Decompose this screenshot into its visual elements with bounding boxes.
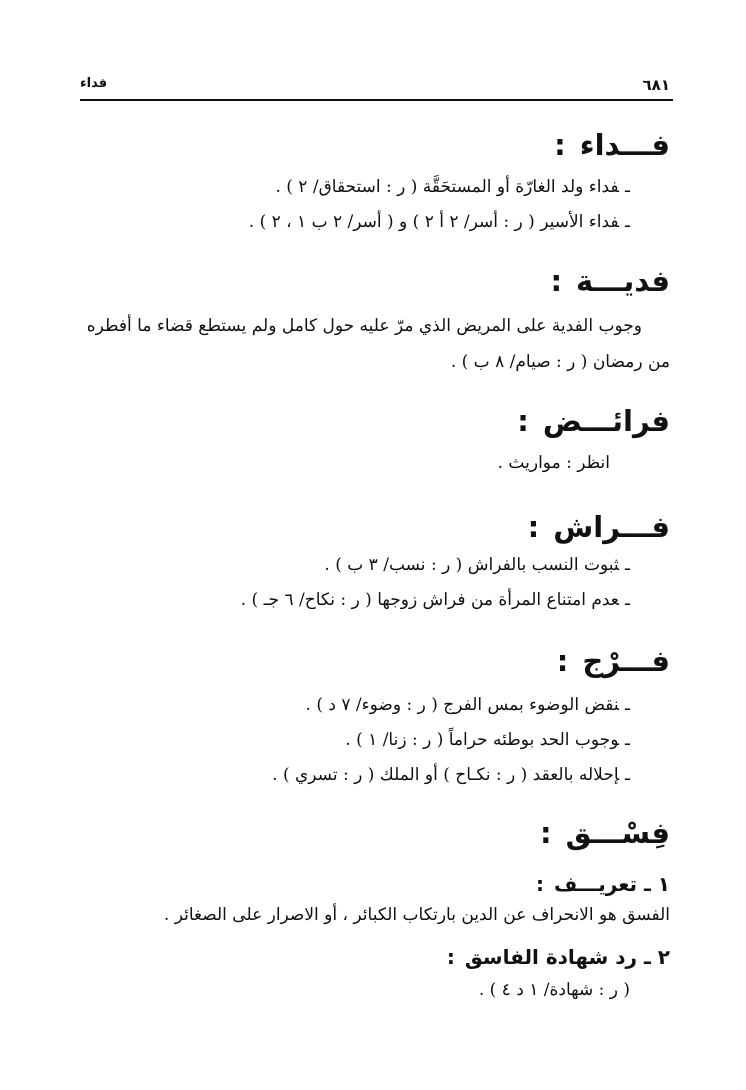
subsection-title: ١ ـ تعريـــف [553,872,670,896]
see-also: انظر : مواريث . [497,453,610,473]
entry-firash [62,508,670,618]
entry-heading [62,126,670,164]
bullet-text: وجوب الحد بوطئه حراماً ( ر : زنا/ ١ ) . [345,730,620,750]
header-rule [80,99,673,101]
bullet-dash: ـ [625,212,630,232]
bullet-item [62,723,670,758]
bullet-dash: ـ [625,555,630,575]
bullet-item [62,758,670,793]
bullet-dash: ـ [625,695,630,715]
subsection-colon: : [446,945,455,969]
subsection-title: ٢ ـ رد شهادة الفاسق [464,945,670,969]
entry-fisq [62,814,670,1008]
subsection-heading [62,870,670,898]
paragraph-line: وجوب الفدية على المريض الذي مرّ عليه حول كامل ولم يستطع قضاء ما أفطره [86,316,642,336]
entry-paragraph [62,308,670,380]
subsection-colon: : [535,872,544,896]
entry-title: فرائـــض [542,404,670,438]
subsection-heading [62,943,670,971]
entry-heading [62,642,670,680]
bullet-item [62,205,670,240]
bullet-item [62,583,670,618]
bullet-dash: ـ [625,590,630,610]
entry-colon: : [556,644,569,678]
entry-heading [62,508,670,546]
bullet-text: فداء الأسير ( ر : أسر/ ٢ أ ٢ ) و ( أسر/ ٢ ب ١ ، ٢ ) . [248,212,620,232]
entry-title: فِسْـــق [565,816,670,850]
bullet-text: فداء ولد الغارّة أو المستحَقَّة ( ر : استحقاق/ ٢ ) . [275,177,620,197]
bullet-dash: ـ [625,765,630,785]
entry-colon: : [540,816,552,850]
entry-heading [62,262,670,300]
bullet-dash: ـ [625,730,630,750]
entry-fidya [62,262,670,380]
running-head [80,76,670,96]
bullet-item [62,548,670,583]
entry-heading [62,814,670,852]
paragraph-line: من رمضان ( ر : صيام/ ٨ ب ) . [450,352,670,372]
entry-heading [62,402,670,440]
entry-colon: : [554,128,566,162]
bullet-item [62,688,670,723]
bullet-dash: ـ [625,177,630,197]
bullet-text: ثبوت النسب بالفراش ( ر : نسب/ ٣ ب ) . [324,555,620,575]
entry-title: فـــداء [579,128,670,162]
entry-title: فديـــة [576,264,670,298]
entry-title: فـــرْج [582,644,670,678]
bullet-item [62,170,670,205]
entry-colon: : [527,510,540,544]
reference-text: ( ر : شهادة/ ١ د ٤ ) . [478,980,630,1000]
running-head-word: فداء [80,76,108,91]
definition-text: الفسق هو الانحراف عن الدين بارتكاب الكبائر ، أو الاصرار على الصغائر . [163,905,670,925]
bullet-text: عدم امتناع المرأة من فراش زوجها ( ر : نكاح/ ٦ جـ ) . [240,590,620,610]
bullet-text: إحلاله بالعقد ( ر : نكـاح ) أو الملك ( ر : تسري ) . [272,765,620,785]
entry-farj [62,642,670,793]
entry-faraid [62,402,670,481]
entry-fidaa [62,126,670,240]
bullet-text: نقض الوضوء بمس الفرج ( ر : وضوء/ ٧ د ) . [305,695,620,715]
page-number: ٦٨١ [642,76,670,94]
entry-colon: : [550,264,563,298]
entry-colon: : [517,404,529,438]
entry-title: فـــراش [553,510,670,544]
